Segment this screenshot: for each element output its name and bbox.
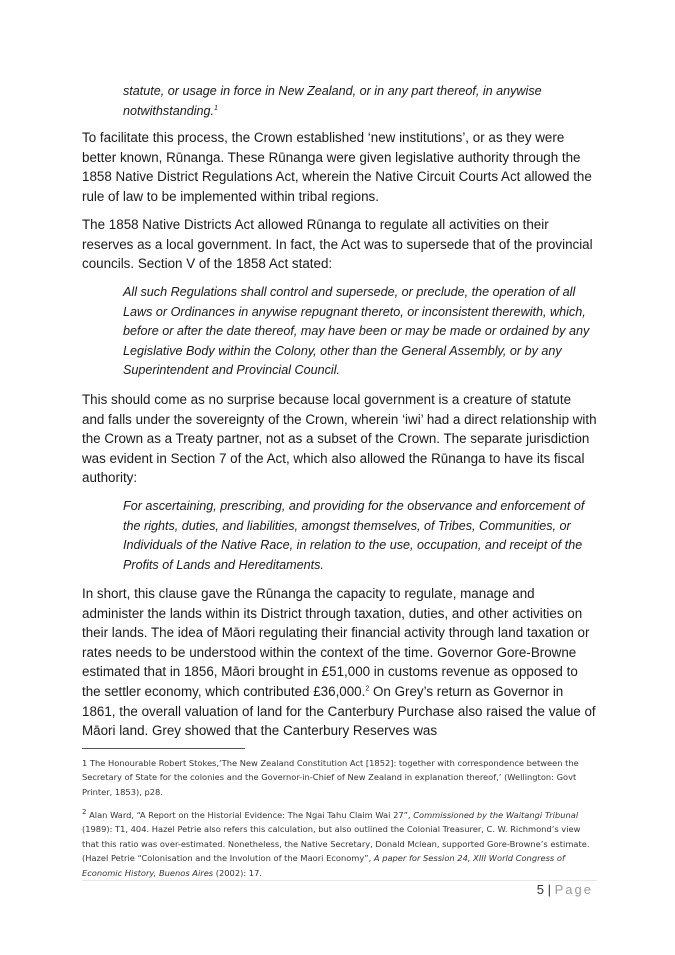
footnote-2: $^2$ Alan Ward, “A Report on the Historial Evidence: The Ngai Tahu Claim Wai 27”, Commissioned by the Waitangi Tribunal (1989): T1, 404. Hazel Petrie also refers this calculation, but also outlined the Colonial Treasurer, C. W. Richmond’s view that this ratio was over-estimated. Nonetheless, the Native Secretary, Donald Mclean, supported Gore-Browne’s estimate. (Hazel Petrie “Colonisation and the Involution of the Maori Economy”, A paper for Session 24, XIII World Congress of Economic History, Buenos Aires (2002): 17. (82, 808, 590, 878)
footnote-separator (82, 748, 245, 749)
footnote-number: 1 (82, 758, 88, 768)
block-quote-3: For ascertaining, prescribing, and providing for the observance and enforcement of the rights, duties, and liabilities, amongst themselves, of Tribes, Communities, or Individuals of the Native Race, in relation to the use, occupation, and receipt of the Profits of Lands and Hereditaments. (123, 499, 585, 572)
footnote-number: 2 (82, 808, 87, 817)
footnote-ref-1[interactable]: 1 (214, 104, 218, 112)
footnote-1: 1 The Honourable Robert Stokes,‘The New Zealand Constitution Act [1852]: together with correspondence between the Secretary of State for the colonies and the Governor-in-Chief of New Zealand in explanation thereof,’ (Wellington: Govt Printer, 1853), p28. (82, 758, 579, 797)
paragraph-2: The 1858 Native Districts Act allowed Rūnanga to regulate all activities on their reserves as a local government. In fact, the Act was to supersede that of the provincial councils. Section V of the 1858 Act stated: (82, 217, 593, 272)
page-number: 5 | Page (536, 882, 593, 897)
footer-divider (82, 880, 597, 881)
paragraph-1: To facilitate this process, the Crown established ‘new institutions’, or as they were better known, Rūnanga. These Rūnanga were given legislative authority through the 1858 Native District Regulations Act, wherein the Native Circuit Courts Act allowed the rule of law to be implemented within tribal regions. (82, 130, 592, 204)
paragraph-4: In short, this clause gave the Rūnanga the capacity to regulate, manage and administer the lands within its District through taxation, duties, and other activities on their lands. The idea of Māori regulating their financial activity through land taxation or rates needs to be understood within the context of the time. Governor Gore-Browne estimated that in 1856, Māori brought in £51,000 in customs revenue as opposed to the settler economy, which contributed £36,000.$^2$ On Grey’s return as Governor in 1861, the overall valuation of land for the Canterbury Purchase also raised the value of Māori land. Grey showed that the Canterbury Reserves was (82, 586, 596, 739)
paragraph-3: This should come as no surprise because local government is a creature of statute and falls under the sovereignty of the Crown, wherein ‘iwi’ had a direct relationship with the Crown as a Treaty partner, not as a subset of the Crown. The separate jurisdiction was evident in Section 7 of the Act, which also allowed the Rūnanga to have its fiscal authority: (82, 392, 597, 486)
block-quote-2: All such Regulations shall control and supersede, or preclude, the operation of all Laws or Ordinances in anywise repugnant thereto, or inconsistent therewith, which, before or after the date thereof, may have been or may be made or ordained by any Legislative Body within the Colony, other than the General Assembly, or by any Superintendent and Provincial Council. (123, 285, 590, 378)
footnote-ref-2[interactable]: 2 (365, 685, 370, 693)
block-quote-1: statute, or usage in force in New Zealand, or in any part thereof, in anywise notwithstanding.$^1$ (123, 84, 542, 118)
